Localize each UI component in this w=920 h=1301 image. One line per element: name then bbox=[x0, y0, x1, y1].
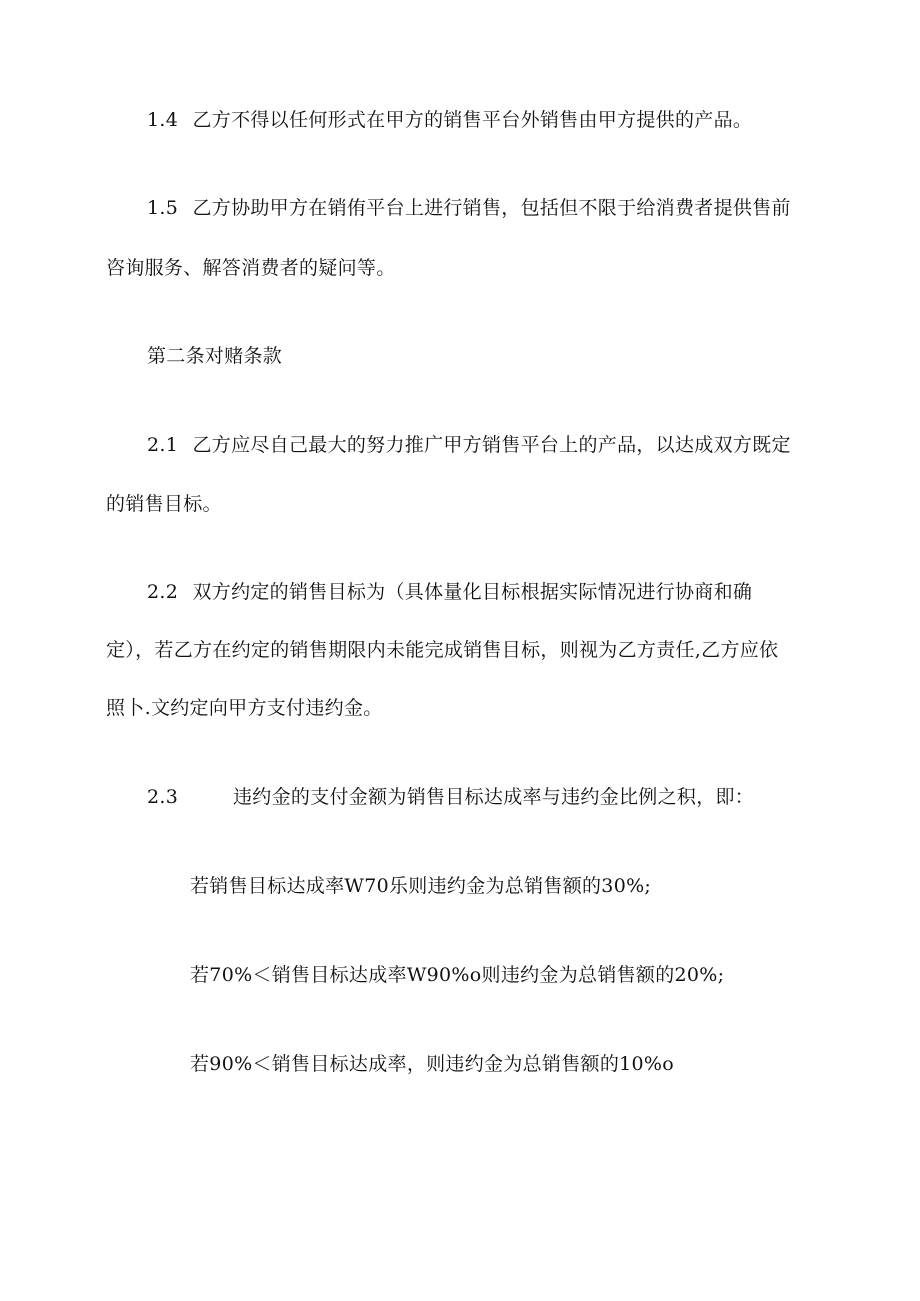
clause-2-2-number: 2.2 bbox=[147, 581, 179, 603]
clause-2-1-number: 2.1 bbox=[147, 434, 179, 456]
clause-2-2-line-2: 定），若乙方在约定的销售期限内未能完成销售目标，则视为乙方责任,乙方应依 bbox=[106, 639, 779, 661]
clause-1-4-text: 乙方不得以任何形式在甲方的销售平台外销售由甲方提供的产品。 bbox=[192, 109, 753, 131]
penalty-tier-1: 若销售目标达成率W70乐则违约金为总销售额的30%; bbox=[190, 875, 652, 897]
clause-2-1-text-line-1: 乙方应尽自己最大的努力推广甲方销售平台上的产品，以达成双方既定 bbox=[192, 434, 791, 456]
penalty-tier-2: 若70%＜销售目标达成率W90%o则违约金为总销售额的20%; bbox=[190, 964, 725, 986]
clause-1-5-line-2: 咨询服务、解答消费者的疑问等。 bbox=[106, 257, 396, 279]
section-2-heading: 第二条对赌条款 bbox=[147, 345, 283, 367]
clause-1-5-number: 1.5 bbox=[147, 197, 179, 219]
clause-1-5-line-1 bbox=[147, 196, 791, 220]
clause-2-3-number: 2.3 bbox=[147, 786, 179, 808]
clause-1-5-text-line-1: 乙方协助甲方在销侑平台上进行销售，包括但不限于给消费者提供售前 bbox=[192, 197, 791, 219]
clause-2-2-text-line-1: 双方约定的销售目标为（具体量化目标根据实际情况进行协商和确 bbox=[192, 581, 753, 603]
clause-1-4-number: 1.4 bbox=[147, 109, 179, 131]
clause-2-2-line-3: 照卜.文约定向甲方支付违约金。 bbox=[106, 697, 383, 719]
clause-2-3-text: 违约金的支付金额为销售目标达成率与违约金比例之积，即： bbox=[233, 786, 755, 808]
clause-1-4 bbox=[147, 108, 752, 132]
penalty-tier-3: 若90%＜销售目标达成率，则违约金为总销售额的10%o bbox=[190, 1053, 675, 1075]
clause-2-2-line-1 bbox=[147, 580, 752, 604]
clause-2-1-line-2: 的销售目标。 bbox=[106, 493, 222, 515]
clause-2-1-line-1 bbox=[147, 433, 791, 457]
